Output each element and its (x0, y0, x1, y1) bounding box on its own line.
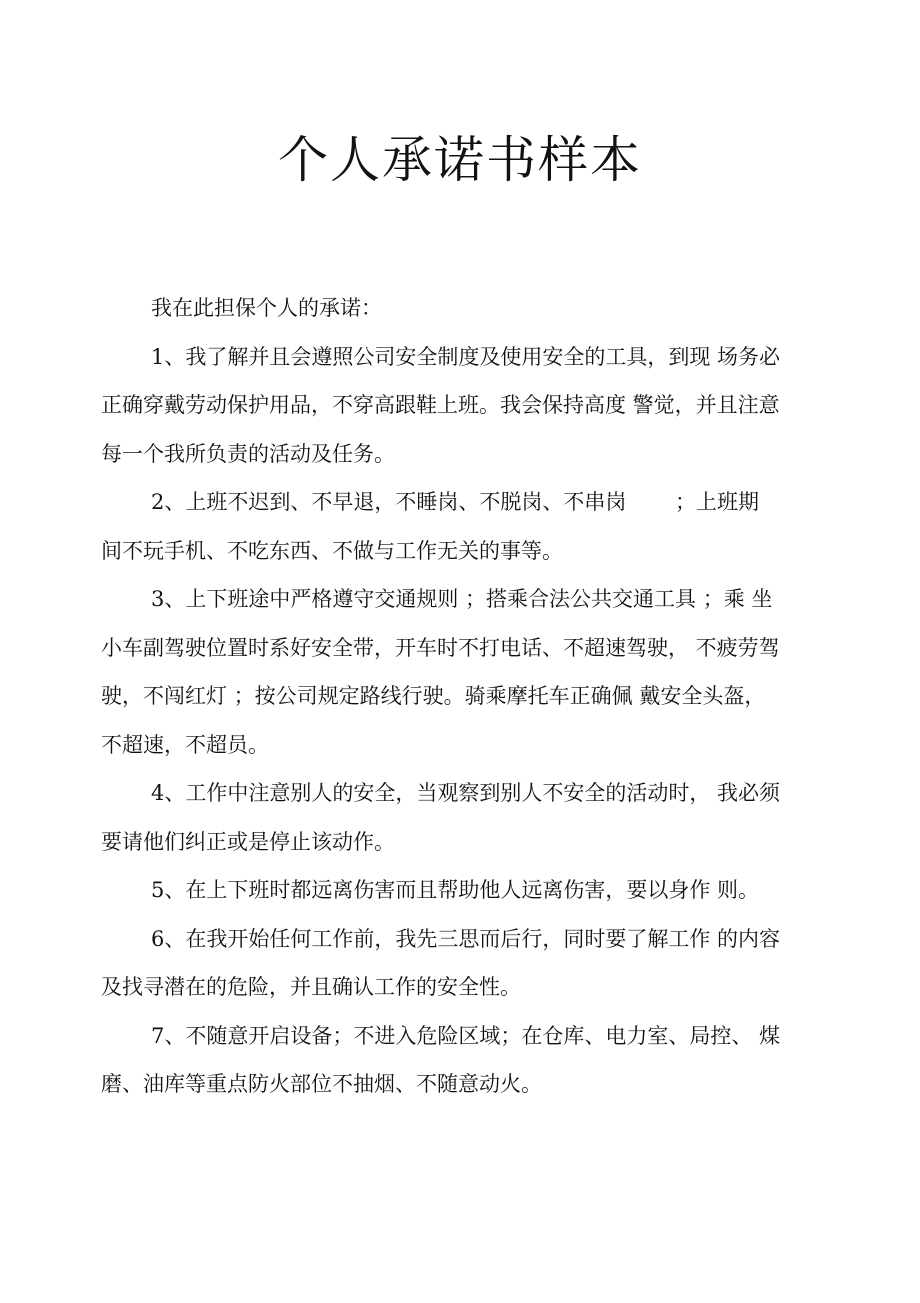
paragraph-item-3 (101, 575, 815, 769)
text-line: 7、不随意开启设备；不进入危险区域；在仓库、电力室、局控、 煤 (151, 1023, 781, 1048)
text-line: 驶，不闯红灯 ；按公司规定路线行驶。骑乘摩托车正确佩 戴安全头盔， (101, 684, 766, 708)
paragraph-item-7 (101, 1012, 815, 1109)
text-line: 3、上下班途中严格遵守交通规则 ；搭乘合法公共交通工具 ；乘 坐 (151, 587, 773, 611)
paragraph-item-6 (101, 915, 815, 1012)
paragraph-item-5 (101, 866, 815, 915)
paragraph-item-2 (101, 478, 815, 575)
text-line: 每一个我所负责的活动及任务。 (101, 441, 395, 466)
text-line: 磨、油库等重点防火部位不抽烟、不随意动火。 (101, 1072, 542, 1096)
paragraph-intro (101, 284, 815, 333)
paragraph-item-4 (101, 769, 815, 866)
text-line: 间不玩手机、不吃东西、不做与工作无关的事等。 (101, 538, 563, 563)
text-line: 要请他们纠正或是停止该动作。 (101, 829, 395, 854)
text-line: 1、我了解并且会遵照公司安全制度及使用安全的工具，到现 场务必 (151, 344, 781, 369)
paragraph-item-1 (101, 333, 815, 479)
text-line: 我在此担保个人的承诺： (151, 296, 382, 320)
text-line: 小车副驾驶位置时系好安全带，开车时不打电话、不超速驾驶， 不疲劳驾 (101, 635, 780, 660)
text-line: 4、工作中注意别人的安全，当观察到别人不安全的活动时， 我必须 (151, 781, 781, 805)
text-line: 2、上班不迟到、不早退，不睡岗、不脱岗、不串岗 ；上班期 (151, 490, 760, 514)
text-line: 及找寻潜在的危险，并且确认工作的安全性。 (101, 975, 521, 999)
text-line: 5、在上下班时都远离伤害而且帮助他人远离伤害，要以身作 则。 (151, 878, 760, 902)
text-line: 正确穿戴劳动保护用品，不穿高跟鞋上班。我会保持高度 警觉，并且注意 (101, 393, 780, 417)
document-title: 个人承诺书样本 (278, 131, 642, 189)
text-line: 6、在我开始任何工作前，我先三思而后行，同时要了解工作 的内容 (151, 926, 781, 951)
text-line: 不超速，不超员。 (101, 732, 269, 757)
document-body (101, 284, 815, 1109)
